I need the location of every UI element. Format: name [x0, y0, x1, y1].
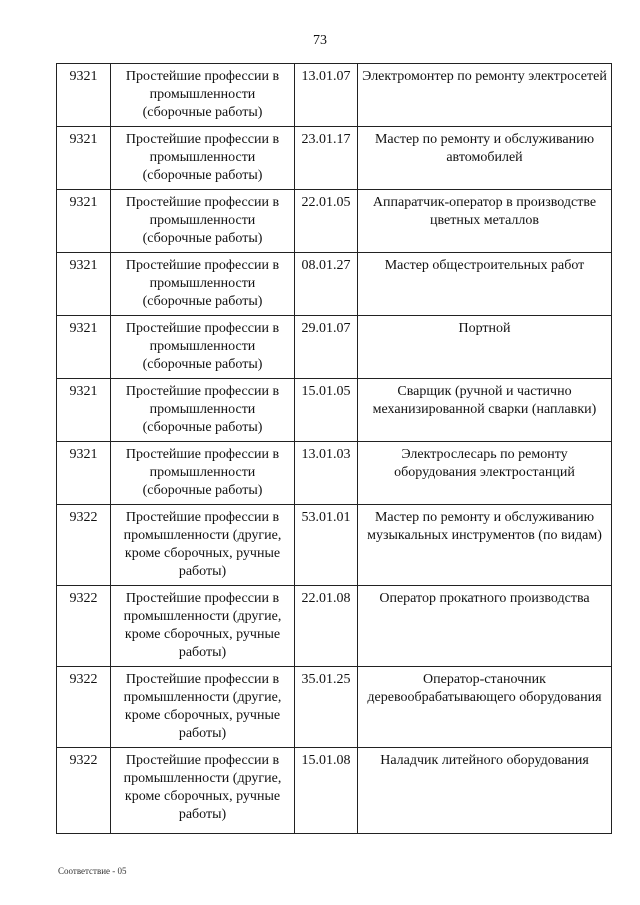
profession-name-cell: Электромонтер по ремонту электросетей — [358, 64, 612, 127]
profession-name-cell: Мастер по ремонту и обслуживанию музыкальных инструментов (по видам) — [358, 505, 612, 586]
occupation-code-cell: 9322 — [57, 748, 111, 834]
professions-table — [56, 63, 612, 834]
specialty-code-cell: 13.01.03 — [295, 442, 358, 505]
specialty-code-cell: 23.01.17 — [295, 127, 358, 190]
occupation-group-cell: Простейшие профессии в промышленности (сборочные работы) — [111, 253, 295, 316]
profession-name-cell: Оператор-станочник деревообрабатывающего оборудования — [358, 667, 612, 748]
profession-name-cell: Оператор прокатного производства — [358, 586, 612, 667]
occupation-code-cell: 9321 — [57, 127, 111, 190]
occupation-code-cell: 9321 — [57, 379, 111, 442]
profession-name-cell: Аппаратчик-оператор в производстве цветных металлов — [358, 190, 612, 253]
table-row — [57, 667, 612, 748]
occupation-group-cell: Простейшие профессии в промышленности (сборочные работы) — [111, 190, 295, 253]
specialty-code-cell: 22.01.05 — [295, 190, 358, 253]
profession-name-cell: Мастер общестроительных работ — [358, 253, 612, 316]
footer-note: Соответствие - 05 — [58, 866, 127, 876]
specialty-code-cell: 15.01.08 — [295, 748, 358, 834]
specialty-code-cell: 22.01.08 — [295, 586, 358, 667]
specialty-code-cell: 13.01.07 — [295, 64, 358, 127]
specialty-code-cell: 08.01.27 — [295, 253, 358, 316]
table-row — [57, 442, 612, 505]
occupation-group-cell: Простейшие профессии в промышленности (другие, кроме сборочных, ручные работы) — [111, 748, 295, 834]
table-row — [57, 316, 612, 379]
occupation-code-cell: 9321 — [57, 253, 111, 316]
specialty-code-cell: 15.01.05 — [295, 379, 358, 442]
page-number: 73 — [313, 33, 327, 48]
table-row — [57, 253, 612, 316]
table-row — [57, 748, 612, 834]
table-row — [57, 505, 612, 586]
profession-name-cell: Электрослесарь по ремонту оборудования электростанций — [358, 442, 612, 505]
profession-name-cell: Наладчик литейного оборудования — [358, 748, 612, 834]
occupation-group-cell: Простейшие профессии в промышленности (другие, кроме сборочных, ручные работы) — [111, 505, 295, 586]
occupation-group-cell: Простейшие профессии в промышленности (сборочные работы) — [111, 127, 295, 190]
occupation-group-cell: Простейшие профессии в промышленности (сборочные работы) — [111, 379, 295, 442]
occupation-group-cell: Простейшие профессии в промышленности (другие, кроме сборочных, ручные работы) — [111, 586, 295, 667]
table-row — [57, 64, 612, 127]
occupation-code-cell: 9321 — [57, 316, 111, 379]
occupation-group-cell: Простейшие профессии в промышленности (сборочные работы) — [111, 64, 295, 127]
occupation-code-cell: 9321 — [57, 442, 111, 505]
occupation-code-cell: 9322 — [57, 505, 111, 586]
specialty-code-cell: 53.01.01 — [295, 505, 358, 586]
table-row — [57, 379, 612, 442]
occupation-code-cell: 9321 — [57, 190, 111, 253]
profession-name-cell: Портной — [358, 316, 612, 379]
profession-name-cell: Сварщик (ручной и частично механизированной сварки (наплавки) — [358, 379, 612, 442]
profession-name-cell: Мастер по ремонту и обслуживанию автомобилей — [358, 127, 612, 190]
occupation-code-cell: 9322 — [57, 586, 111, 667]
occupation-group-cell: Простейшие профессии в промышленности (другие, кроме сборочных, ручные работы) — [111, 667, 295, 748]
table-row — [57, 190, 612, 253]
specialty-code-cell: 29.01.07 — [295, 316, 358, 379]
occupation-code-cell: 9321 — [57, 64, 111, 127]
occupation-group-cell: Простейшие профессии в промышленности (сборочные работы) — [111, 316, 295, 379]
table-row — [57, 586, 612, 667]
occupation-group-cell: Простейшие профессии в промышленности (сборочные работы) — [111, 442, 295, 505]
table-row — [57, 127, 612, 190]
occupation-code-cell: 9322 — [57, 667, 111, 748]
specialty-code-cell: 35.01.25 — [295, 667, 358, 748]
